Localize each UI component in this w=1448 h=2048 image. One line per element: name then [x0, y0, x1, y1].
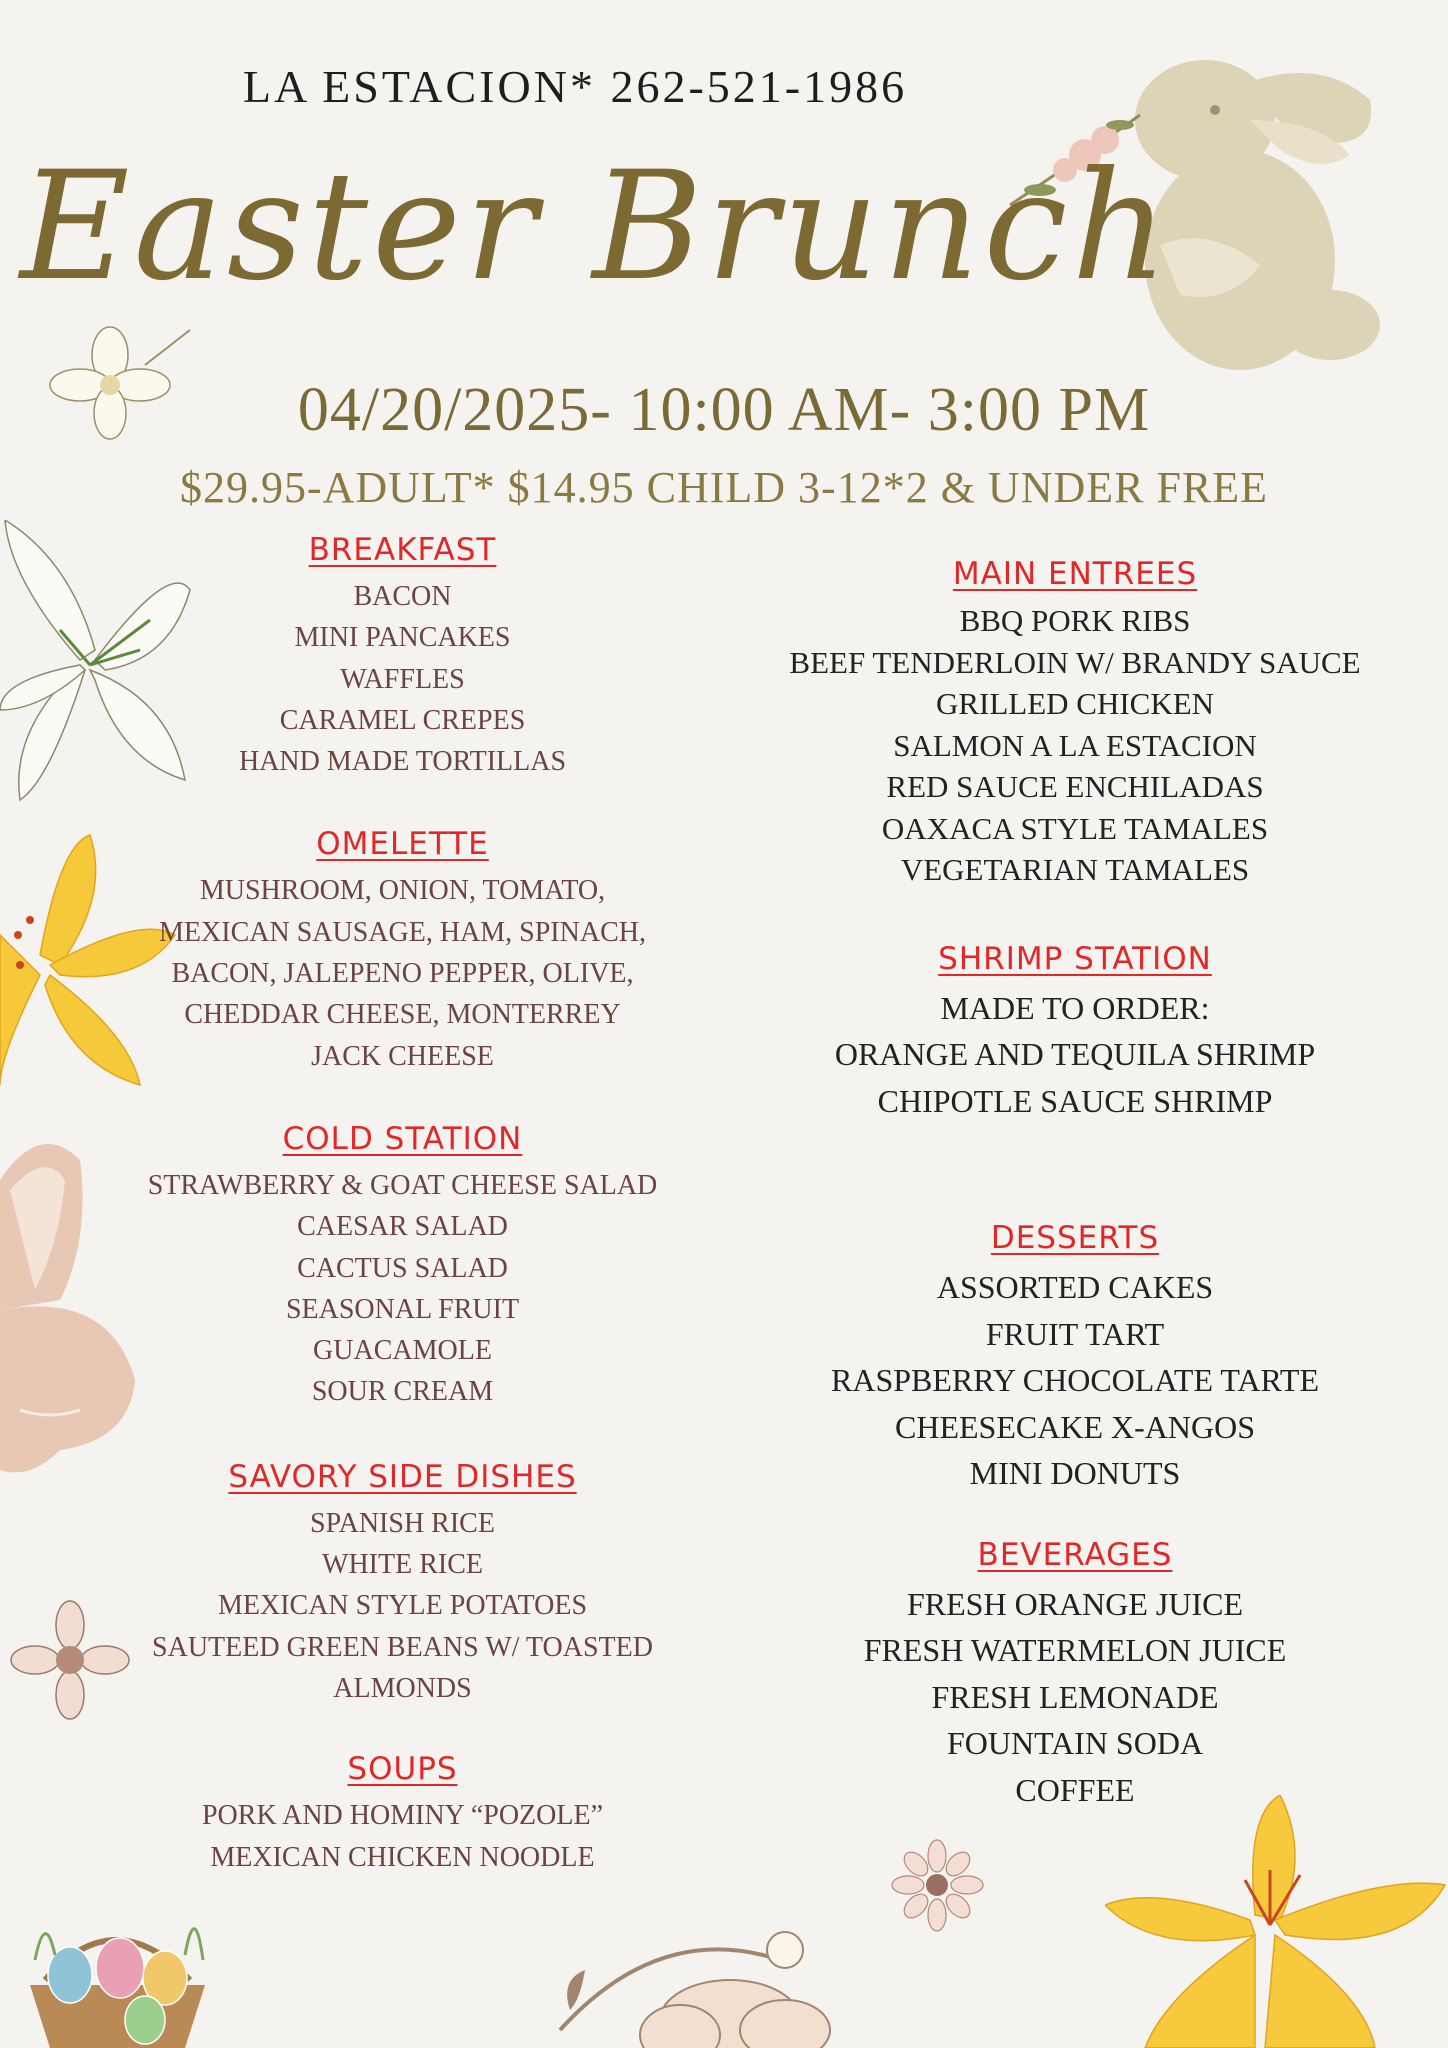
menu-item: RASPBERRY CHOCOLATE TARTE: [830, 1362, 1320, 1398]
section-title: SOUPS: [347, 1751, 458, 1788]
main-entrees-section: [760, 556, 1390, 891]
menu-item: COFFEE: [1015, 1771, 1135, 1808]
section-title: MAIN ENTREES: [952, 556, 1198, 592]
desserts-section: [760, 1220, 1390, 1497]
menu-item: GRILLED CHICKEN: [935, 686, 1215, 721]
section-title: OMELETTE: [316, 826, 489, 863]
menu-item: MEXICAN CHICKEN NOODLE: [210, 1841, 595, 1873]
menu-item: OAXACA STYLE TAMALES: [881, 810, 1269, 846]
beige-flower-branch-icon: [540, 1860, 870, 2048]
event-date-time: 04/20/2025- 10:00 AM- 3:00 PM: [297, 376, 1151, 444]
menu-item: SALMON A LA ESTACION: [893, 727, 1257, 763]
cold-station-section: [100, 1121, 705, 1413]
menu-item: RED SAUCE ENCHILADAS: [886, 769, 1264, 804]
beverages-section: [760, 1537, 1390, 1814]
menu-item: FRESH ORANGE JUICE: [906, 1585, 1244, 1622]
menu-item: ASSORTED CAKES: [936, 1269, 1214, 1305]
menu-item: MEXICAN STYLE POTATOES: [217, 1590, 588, 1622]
soups-section: [100, 1751, 705, 1878]
omelette-section: [100, 826, 705, 1076]
section-title: DESSERTS: [990, 1220, 1160, 1256]
menu-item: FOUNTAIN SODA: [946, 1725, 1204, 1761]
menu-item: WHITE RICE: [322, 1549, 483, 1581]
menu-item: SOUR CREAM: [311, 1376, 494, 1408]
menu-item: FRUIT TART: [985, 1315, 1165, 1352]
menu-item: STRAWBERRY & GOAT CHEESE SALAD: [147, 1169, 658, 1201]
restaurant-phone-line: LA ESTACION* 262-521-1986: [242, 61, 908, 112]
menu-item: CARAMEL CREPES: [279, 704, 526, 736]
menu-item: CHEDDAR CHEESE, MONTERREY: [184, 999, 621, 1031]
easter-egg-basket-icon: [25, 1860, 210, 2048]
menu-item: MEXICAN SAUSAGE, HAM, SPINACH,: [159, 916, 646, 948]
menu-item: BBQ PORK RIBS: [959, 603, 1191, 638]
menu-item: MINI DONUTS: [969, 1455, 1181, 1491]
menu-item: BEEF TENDERLOIN W/ BRANDY SAUCE: [789, 644, 1361, 680]
menu-item: CHIPOTLE SAUCE SHRIMP: [877, 1082, 1273, 1119]
shrimp-station-section: [760, 941, 1390, 1125]
menu-item: CACTUS SALAD: [297, 1252, 508, 1284]
menu-item: MINI PANCAKES: [294, 622, 511, 654]
menu-item: BACON, JALEPENO PEPPER, OLIVE,: [171, 958, 634, 990]
menu-item: MUSHROOM, ONION, TOMATO,: [199, 875, 606, 907]
small-daisy-icon: [890, 1838, 985, 1933]
left-menu-column: [100, 532, 705, 1878]
menu-item: SPANISH RICE: [310, 1507, 495, 1539]
menu-item: SAUTEED GREEN BEANS W/ TOASTED: [152, 1631, 653, 1663]
breakfast-section: [100, 532, 705, 782]
menu-item: BACON: [353, 581, 452, 612]
section-title: SAVORY SIDE DISHES: [228, 1458, 577, 1495]
menu-item: JACK CHEESE: [311, 1040, 494, 1072]
section-title: BEVERAGES: [977, 1536, 1173, 1573]
menu-item: CHEESECAKE X-ANGOS: [895, 1408, 1255, 1445]
menu-item: ALMONDS: [333, 1672, 472, 1704]
menu-item: ORANGE AND TEQUILA SHRIMP: [834, 1036, 1316, 1072]
section-title: BREAKFAST: [308, 532, 497, 568]
section-title: COLD STATION: [282, 1120, 523, 1157]
event-pricing: $29.95-ADULT* $14.95 CHILD 3-12*2 & UNDER FREE: [179, 463, 1269, 512]
savory-side-dishes-section: [100, 1459, 705, 1709]
menu-item: PORK AND HOMINY “POZOLE”: [201, 1800, 604, 1832]
event-title: Easter Brunch: [20, 140, 1173, 314]
section-title: SHRIMP STATION: [938, 940, 1212, 977]
menu-item: CAESAR SALAD: [297, 1211, 508, 1243]
menu-item: GUACAMOLE: [313, 1335, 492, 1367]
menu-item: SEASONAL FRUIT: [285, 1293, 520, 1325]
menu-item: VEGETARIAN TAMALES: [900, 852, 1250, 887]
menu-item: FRESH WATERMELON JUICE: [863, 1632, 1287, 1668]
menu-item: WAFFLES: [340, 663, 465, 695]
menu-item: MADE TO ORDER:: [940, 989, 1210, 1026]
yellow-lily-bottom-icon: [1105, 1795, 1448, 2048]
right-menu-column: [760, 556, 1390, 1813]
menu-item: HAND MADE TORTILLAS: [238, 746, 567, 778]
menu-item: FRESH LEMONADE: [931, 1678, 1219, 1715]
